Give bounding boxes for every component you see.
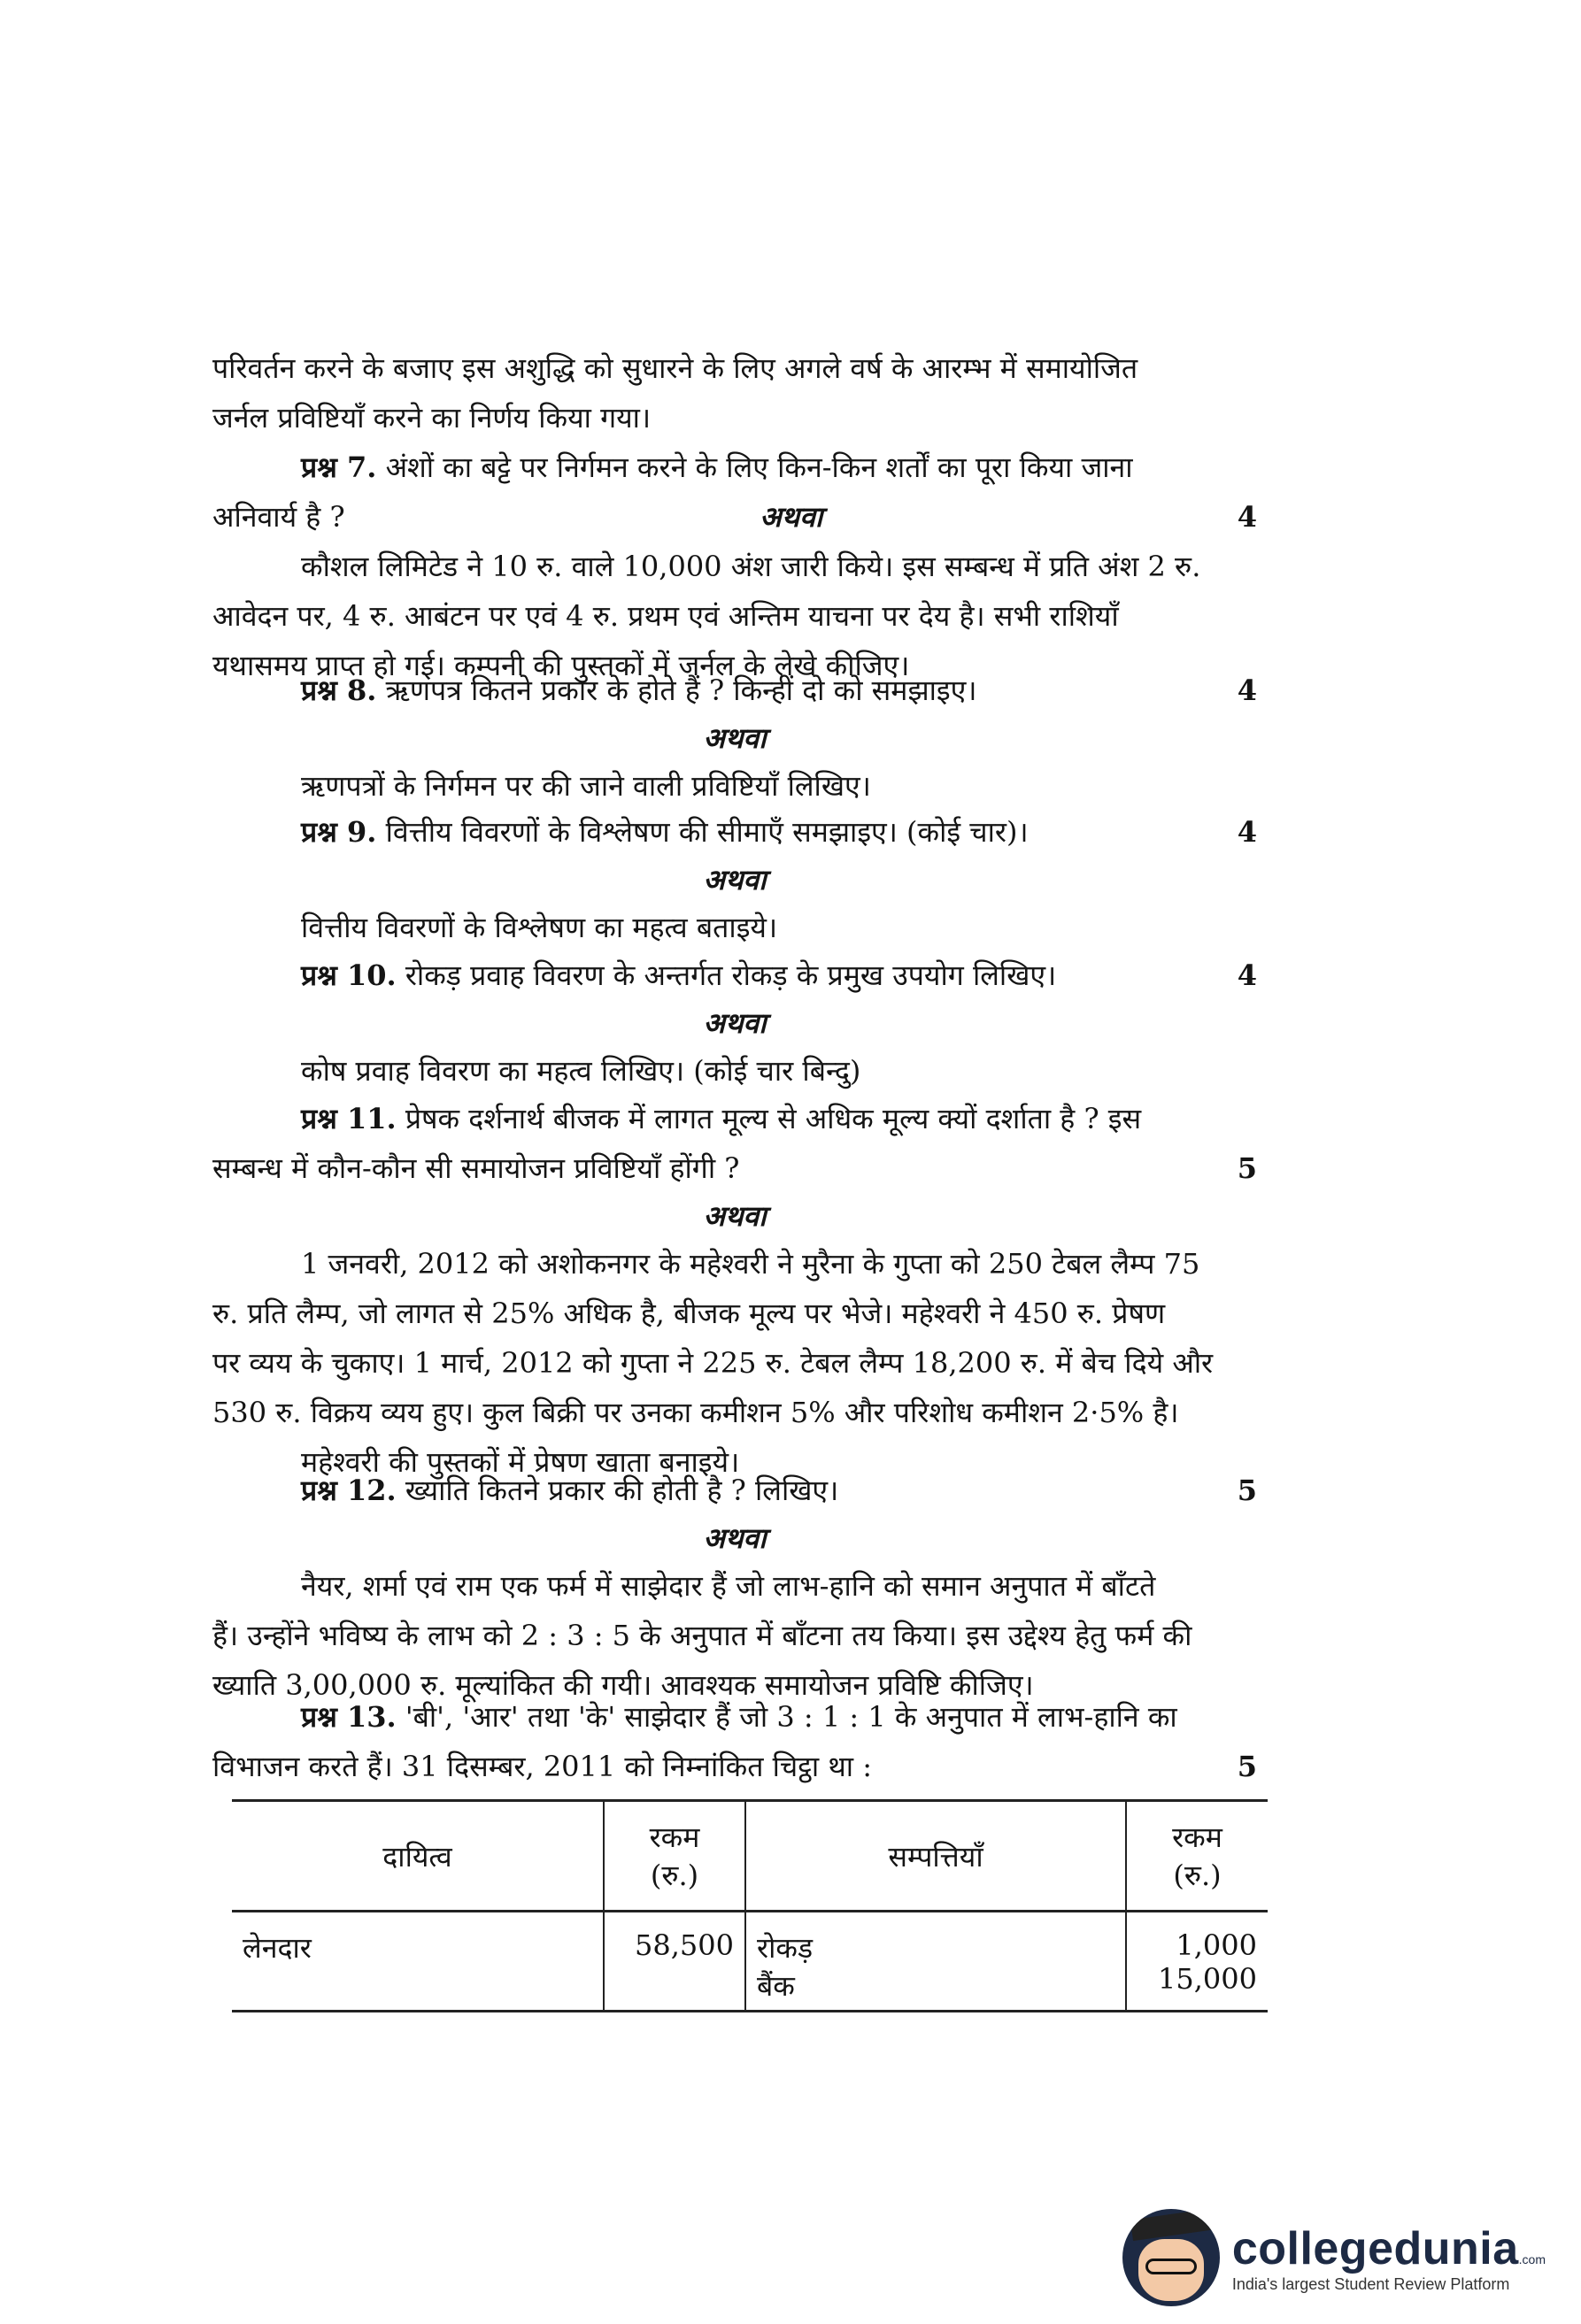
q8-text-1: ऋणपत्र कितने प्रकार के होते हैं ? किन्हीं दो को समझाइए।	[385, 673, 977, 707]
q9-marks: 4	[1237, 815, 1257, 849]
q7-athva: अथवा	[760, 500, 823, 534]
header-asset-amount	[1126, 1801, 1268, 1912]
q13-line-2	[212, 1742, 1257, 1791]
balance-sheet-table	[232, 1799, 1268, 2012]
q12-alt-2: हैं। उन्होंने भविष्य के लाभ को 2 : 3 : 5 के अनुपात में बाँटना तय किया। इस उद्देश्य हेतु फर्म की	[212, 1619, 1192, 1652]
q10-text-1: रोकड़ प्रवाह विवरण के अन्तर्गत रोकड़ के प्रमुख उपयोग लिखिए।	[405, 958, 1057, 992]
q9-label: प्रश्न 9.	[301, 815, 377, 849]
q12-athva: अथवा	[703, 1521, 767, 1555]
question-12	[212, 1466, 1257, 1710]
asset-name: बैंक	[757, 1969, 795, 2003]
q8-alt-1: ऋणपत्रों के निर्गमन पर की जाने वाली प्रविष्टियाँ लिखिए।	[301, 769, 871, 803]
q7-text-2: अनिवार्य है ?	[212, 500, 345, 534]
q12-alt-3: ख्याति 3,00,000 रु. मूल्यांकित की गयी। आवश्यक समायोजन प्रविष्टि कीजिए।	[212, 1668, 1034, 1702]
intro-line-1: परिवर्तन करने के बजाए इस अशुद्धि को सुधारने के लिए अगले वर्ष के आरम्भ में समायोजित	[212, 351, 1138, 385]
q8-line-1	[212, 666, 1257, 715]
q10-label: प्रश्न 10.	[301, 958, 397, 992]
logo-name: collegedunia	[1231, 2222, 1519, 2274]
q13-label: प्रश्न 13.	[301, 1700, 397, 1734]
q12-marks: 5	[1237, 1474, 1257, 1507]
q10-line-1	[212, 950, 1257, 1000]
q11-alt-2: रु. प्रति लैम्प, जो लागत से 25% अधिक है, बीजक मूल्य पर भेजे। महेश्वरी ने 450 रु. प्रेषण	[212, 1297, 1166, 1330]
q7-text-1: अंशों का बट्टे पर निर्गमन करने के लिए किन-किन शर्तों का पूरा किया जाना	[385, 450, 1133, 484]
q12-text-1: ख्याति कितने प्रकार की होती है ? लिखिए।	[405, 1474, 839, 1507]
q8-athva: अथवा	[703, 721, 767, 755]
q9-alt-1: वित्तीय विवरणों के विश्लेषण का महत्व बताइये।	[301, 911, 778, 944]
q11-alt-3: पर व्यय के चुकाए। 1 मार्च, 2012 को गुप्ता ने 225 रु. टेबल लैम्प 18,200 रु. में बेच दिये और	[212, 1346, 1214, 1380]
q13-marks: 5	[1237, 1750, 1257, 1783]
q13-text-1: 'बी', 'आर' तथा 'के' साझेदार हैं जो 3 : 1 : 1 के अनुपात में लाभ-हानि का	[405, 1700, 1177, 1734]
question-9	[212, 807, 1257, 952]
header-amount-unit: (रु.)	[1173, 1858, 1222, 1892]
q11-alt-4: 530 रु. विक्रय व्यय हुए। कुल बिक्री पर उनका कमीशन 5% और परिशोध कमीशन 2·5% है।	[212, 1396, 1179, 1429]
collegedunia-logo	[1122, 2209, 1546, 2306]
q7-marks: 4	[1237, 500, 1257, 534]
header-amount-unit: (रु.)	[650, 1858, 699, 1892]
q11-text-1: प्रेषक दर्शनार्थ बीजक में लागत मूल्य से अधिक मूल्य क्यों दर्शाता है ? इस	[405, 1102, 1142, 1135]
table-header-row	[232, 1801, 1268, 1912]
q7-alt-3: यथासमय प्राप्त हो गई। कम्पनी की पुस्तकों में जर्नल के लेखे कीजिए।	[212, 649, 910, 682]
question-7	[212, 442, 1257, 690]
q7-label: प्रश्न 7.	[301, 450, 377, 484]
table-row	[232, 1912, 1268, 2012]
header-liability-amount	[604, 1801, 745, 1912]
mascot-icon	[1122, 2209, 1220, 2306]
q7-line-2	[212, 492, 1257, 542]
logo-tagline: India's largest Student Review Platform	[1231, 2274, 1510, 2293]
question-10	[212, 950, 1257, 1096]
question-8	[212, 666, 1257, 811]
q7-line-1	[212, 442, 1257, 492]
liability-name: लेनदार	[232, 1912, 604, 2012]
header-assets: सम्पत्तियाँ	[745, 1801, 1126, 1912]
q10-athva: अथवा	[703, 1006, 767, 1040]
q7-alt-2: आवेदन पर, 4 रु. आबंटन पर एवं 4 रु. प्रथम एवं अन्तिम याचना पर देय है। सभी राशियाँ	[212, 599, 1119, 633]
logo-suffix: .com	[1518, 2251, 1546, 2266]
q9-text-1: वित्तीय विवरणों के विश्लेषण की सीमाएँ समझाइए। (कोई चार)।	[385, 815, 1029, 849]
q9-athva: अथवा	[703, 863, 767, 897]
q11-line-2	[212, 1143, 1257, 1193]
asset-amounts-cell	[1126, 1912, 1268, 2012]
q11-alt-1: 1 जनवरी, 2012 को अशोकनगर के महेश्वरी ने मुरैना के गुप्ता को 250 टेबल लैम्प 75	[301, 1247, 1200, 1281]
intro-line-2: जर्नल प्रविष्टियाँ करने का निर्णय किया गया।	[212, 401, 652, 435]
q11-label: प्रश्न 11.	[301, 1102, 397, 1135]
q13-text-2: विभाजन करते हैं। 31 दिसम्बर, 2011 को निम्नांकित चिट्ठा था :	[212, 1750, 873, 1783]
q13-line-1	[212, 1692, 1257, 1742]
q11-marks: 5	[1237, 1151, 1257, 1185]
q8-label: प्रश्न 8.	[301, 673, 377, 707]
q12-alt-1: नैयर, शर्मा एवं राम एक फर्म में साझेदार हैं जो लाभ-हानि को समान अनुपात में बाँटते	[301, 1569, 1156, 1603]
question-11	[212, 1094, 1257, 1487]
q10-alt-1: कोष प्रवाह विवरण का महत्व लिखिए। (कोई चार बिन्दु)	[301, 1054, 861, 1088]
header-amount-label: रकम	[649, 1820, 700, 1854]
q11-text-2: सम्बन्ध में कौन-कौन सी समायोजन प्रविष्टियाँ होंगी ?	[212, 1151, 740, 1185]
q11-athva: अथवा	[703, 1199, 767, 1233]
q12-line-1	[212, 1466, 1257, 1515]
q10-marks: 4	[1237, 958, 1257, 992]
question-13	[212, 1692, 1257, 1791]
q9-line-1	[212, 807, 1257, 857]
liability-amount: 58,500	[604, 1912, 745, 2012]
asset-amount: 1,000	[1176, 1928, 1257, 1962]
intro-paragraph	[212, 343, 1257, 442]
assets-cell	[745, 1912, 1126, 2012]
q8-marks: 4	[1237, 673, 1257, 707]
q7-alt-1: कौशल लिमिटेड ने 10 रु. वाले 10,000 अंश जारी किये। इस सम्बन्ध में प्रति अंश 2 रु.	[301, 550, 1201, 583]
q11-line-1	[212, 1094, 1257, 1143]
asset-amount: 15,000	[1158, 1962, 1257, 1996]
asset-name: रोकड़	[757, 1931, 814, 1965]
header-amount-label: रकम	[1172, 1820, 1222, 1854]
q12-label: प्रश्न 12.	[301, 1474, 397, 1507]
header-liabilities: दायित्व	[232, 1801, 604, 1912]
q11-alt-5: महेश्वरी की पुस्तकों में प्रेषण खाता बनाइये।	[301, 1445, 740, 1479]
